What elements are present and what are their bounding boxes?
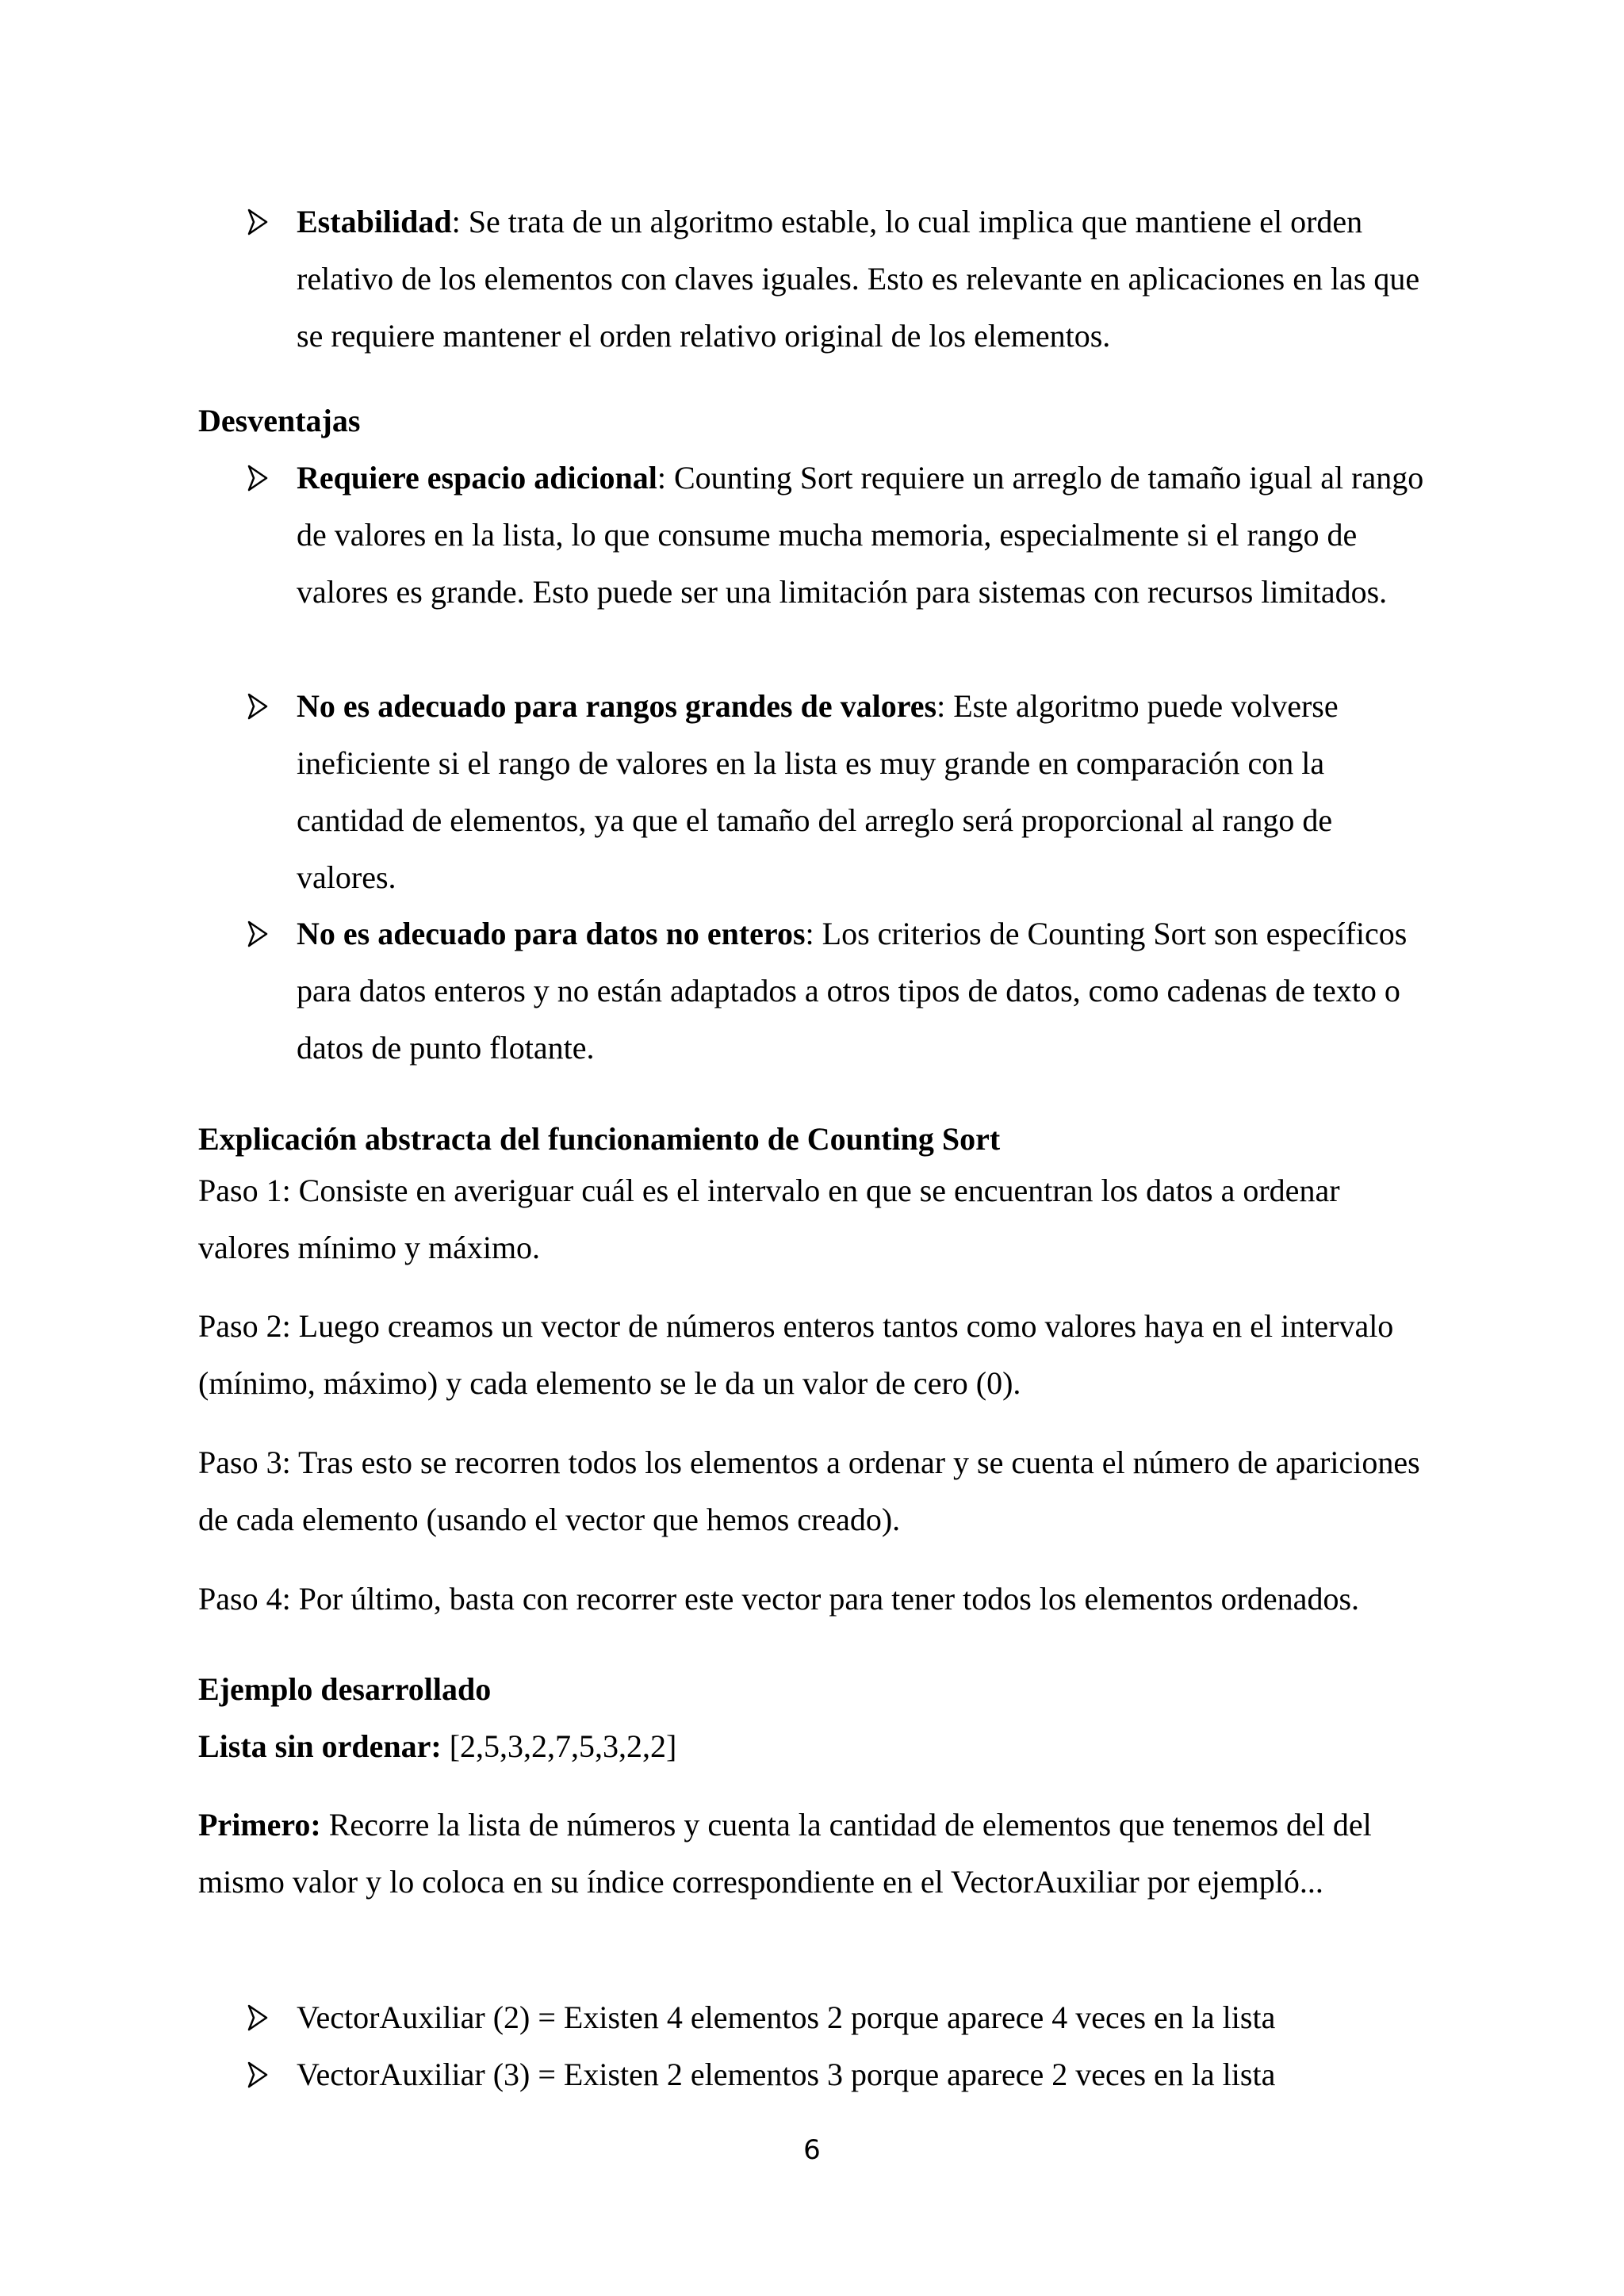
page-number: 6	[803, 2134, 821, 2166]
arrowhead-bullet-icon	[247, 2061, 268, 2088]
step-paragraph-3: Paso 3: Tras esto se recorren todos los elementos a ordenar y se cuenta el número de apariciones de cada elemento (usando el vector que hemos creado).	[198, 1445, 1420, 1537]
bullet-text: VectorAuxiliar (3) = Existen 2 elementos 3 porque aparece 2 veces en la lista	[297, 2057, 1276, 2092]
arrowhead-bullet-icon	[247, 209, 268, 235]
section-heading-ejemplo: Ejemplo desarrollado	[198, 1671, 492, 1707]
bullet-separator: :	[657, 460, 666, 496]
bullet-text: Counting Sort requiere un arreglo de tamaño igual al rango de valores en la lista, lo que consume mucha memoria, especialmente si el rango de valores es grande. Esto puede ser una limitación para sistemas con recursos limitados.	[297, 460, 1424, 610]
arrowhead-bullet-icon	[247, 920, 268, 947]
bullet-estabilidad	[198, 193, 1435, 365]
bullet-text: Los criterios de Counting Sort son específicos para datos enteros y no están adaptados a otros tipos de datos, como cadenas de texto o datos de punto flotante.	[297, 916, 1408, 1066]
step-paragraph-4: Paso 4: Por último, basta con recorrer este vector para tener todos los elementos ordenados.	[198, 1581, 1360, 1617]
arrowhead-bullet-icon	[247, 693, 268, 720]
bullet-term: Estabilidad	[297, 204, 452, 239]
arrowhead-bullet-icon	[247, 465, 268, 492]
unsorted-list-line	[198, 1718, 1435, 1775]
bullet-term: No es adecuado para datos no enteros	[297, 916, 806, 951]
unsorted-list-value: [2,5,3,2,7,5,3,2,2]	[441, 1728, 677, 1764]
bullet-term: No es adecuado para rangos grandes de valores	[297, 688, 937, 724]
bullet-vector-auxiliar-3	[198, 2046, 1435, 2103]
primero-text: Recorre la lista de números y cuenta la cantidad de elementos que tenemos del del mismo valor y lo coloca en su índice correspondiente en el VectorAuxiliar por ejempló...	[198, 1807, 1372, 1900]
primero-label: Primero:	[198, 1807, 321, 1843]
step-paragraph-2: Paso 2: Luego creamos un vector de números enteros tantos como valores haya en el intervalo (mínimo, máximo) y cada elemento se le da un valor de cero (0).	[198, 1308, 1394, 1401]
bullet-separator: :	[451, 204, 461, 239]
bullet-espacio-adicional	[198, 450, 1435, 621]
bullet-text: Se trata de un algoritmo estable, lo cual implica que mantiene el orden relativo de los elementos con claves iguales. Esto es relevante en aplicaciones en las que se requiere mantener el orden relativo original de los elementos.	[297, 204, 1420, 354]
section-heading-explicacion: Explicación abstracta del funcionamiento de Counting Sort	[198, 1121, 1001, 1157]
bullet-term: Requiere espacio adicional	[297, 460, 657, 496]
arrowhead-bullet-icon	[247, 2004, 268, 2031]
section-heading-desventajas: Desventajas	[198, 403, 361, 438]
bullet-separator: :	[805, 916, 814, 951]
bullet-text: Este algoritmo puede volverse ineficiente si el rango de valores en la lista es muy grande en comparación con la cantidad de elementos, ya que el tamaño del arreglo será proporcional al rango de valores.	[297, 688, 1339, 895]
bullet-rangos-grandes	[198, 678, 1435, 906]
step-paragraph-1: Paso 1: Consiste en averiguar cuál es el intervalo en que se encuentran los datos a ordenar valores mínimo y máximo.	[198, 1173, 1340, 1265]
bullet-vector-auxiliar-2	[198, 1989, 1435, 2046]
primero-paragraph	[198, 1797, 1435, 1911]
bullet-text: VectorAuxiliar (2) = Existen 4 elementos 2 porque aparece 4 veces en la lista	[297, 1999, 1276, 2035]
bullet-separator: :	[936, 688, 946, 724]
bullet-datos-no-enteros	[198, 905, 1435, 1077]
unsorted-list-label: Lista sin ordenar:	[198, 1728, 442, 1764]
